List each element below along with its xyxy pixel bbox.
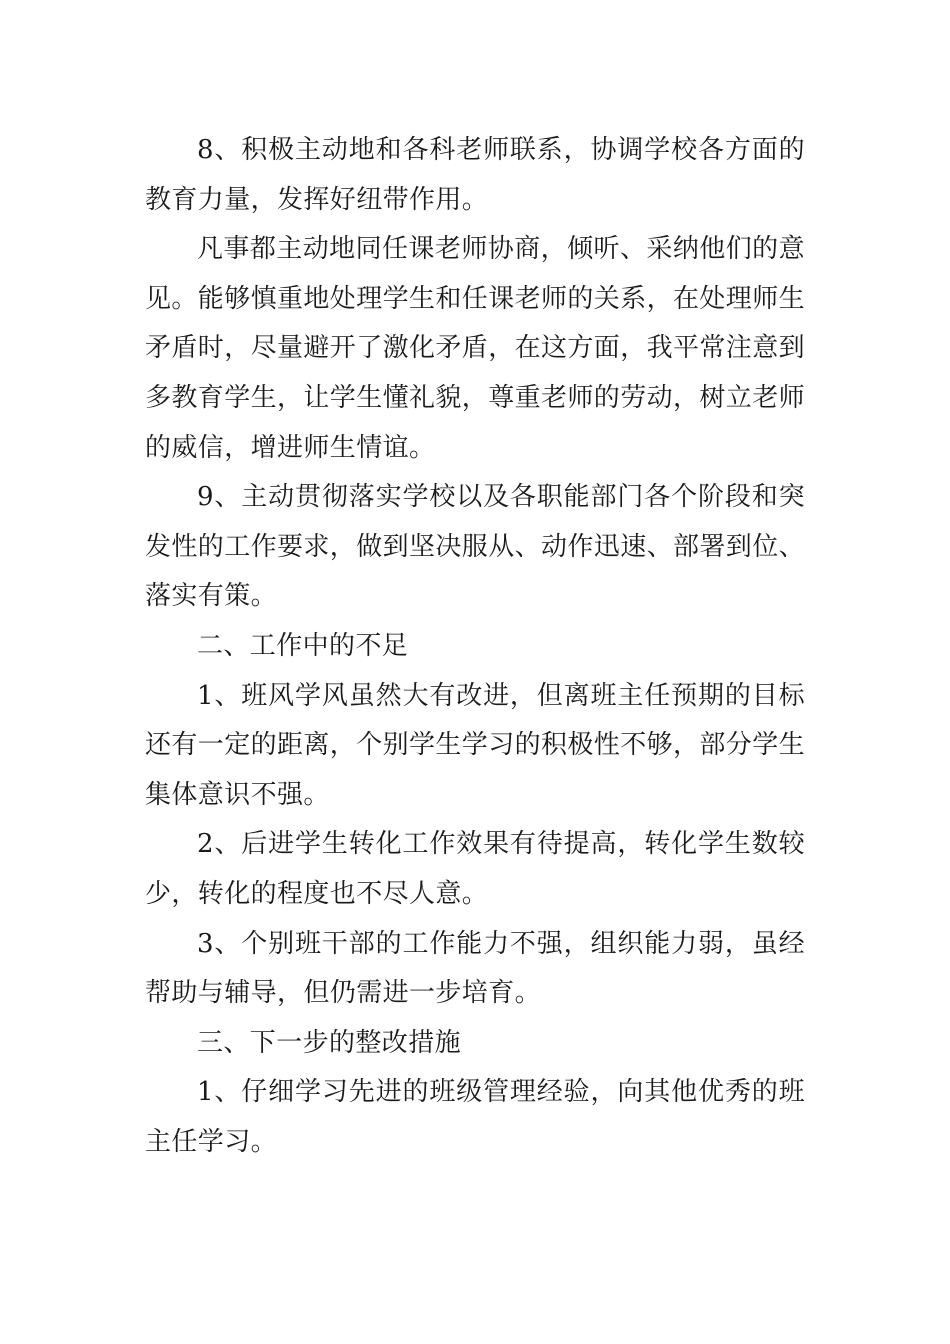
document-page: [145, 126, 805, 1167]
paragraph-measure-1: 1、仔细学习先进的班级管理经验，向其他优秀的班主任学习。: [145, 1077, 805, 1157]
section-heading-shortcomings: 二、工作中的不足: [197, 630, 409, 661]
paragraph-shortcoming-3: 3、个别班干部的工作能力不强，组织能力弱，虽经帮助与辅导，但仍需进一步培育。: [145, 928, 805, 1009]
paragraph-item-9: 9、主动贯彻落实学校以及各职能部门各个阶段和突发性的工作要求，做到坚决服从、动作迅速、部署到位、落实有策。: [145, 482, 806, 612]
section-heading-measures: 三、下一步的整改措施: [197, 1027, 462, 1058]
paragraph-shortcoming-1: 1、班风学风虽然大有改进，但离班主任预期的目标还有一定的距离，个别学生学习的积极性不够，部分学生集体意识不强。: [145, 680, 806, 810]
paragraph-shortcoming-2: 2、后进学生转化工作效果有待提高，转化学生数较少，转化的程度也不尽人意。: [145, 829, 805, 909]
paragraph-item-8: 8、积极主动地和各科老师联系，协调学校各方面的教育力量，发挥好纽带作用。: [145, 135, 805, 215]
paragraph-teacher-cooperation: 凡事都主动地同任课老师协商，倾听、采纳他们的意见。能够慎重地处理学生和任课老师的关系，在处理师生矛盾时，尽量避开了激化矛盾，在这方面，我平常注意到多教育学生，让学生懂礼貌，尊重老师的劳动，树立老师的威信，增进师生情谊。: [145, 234, 806, 463]
